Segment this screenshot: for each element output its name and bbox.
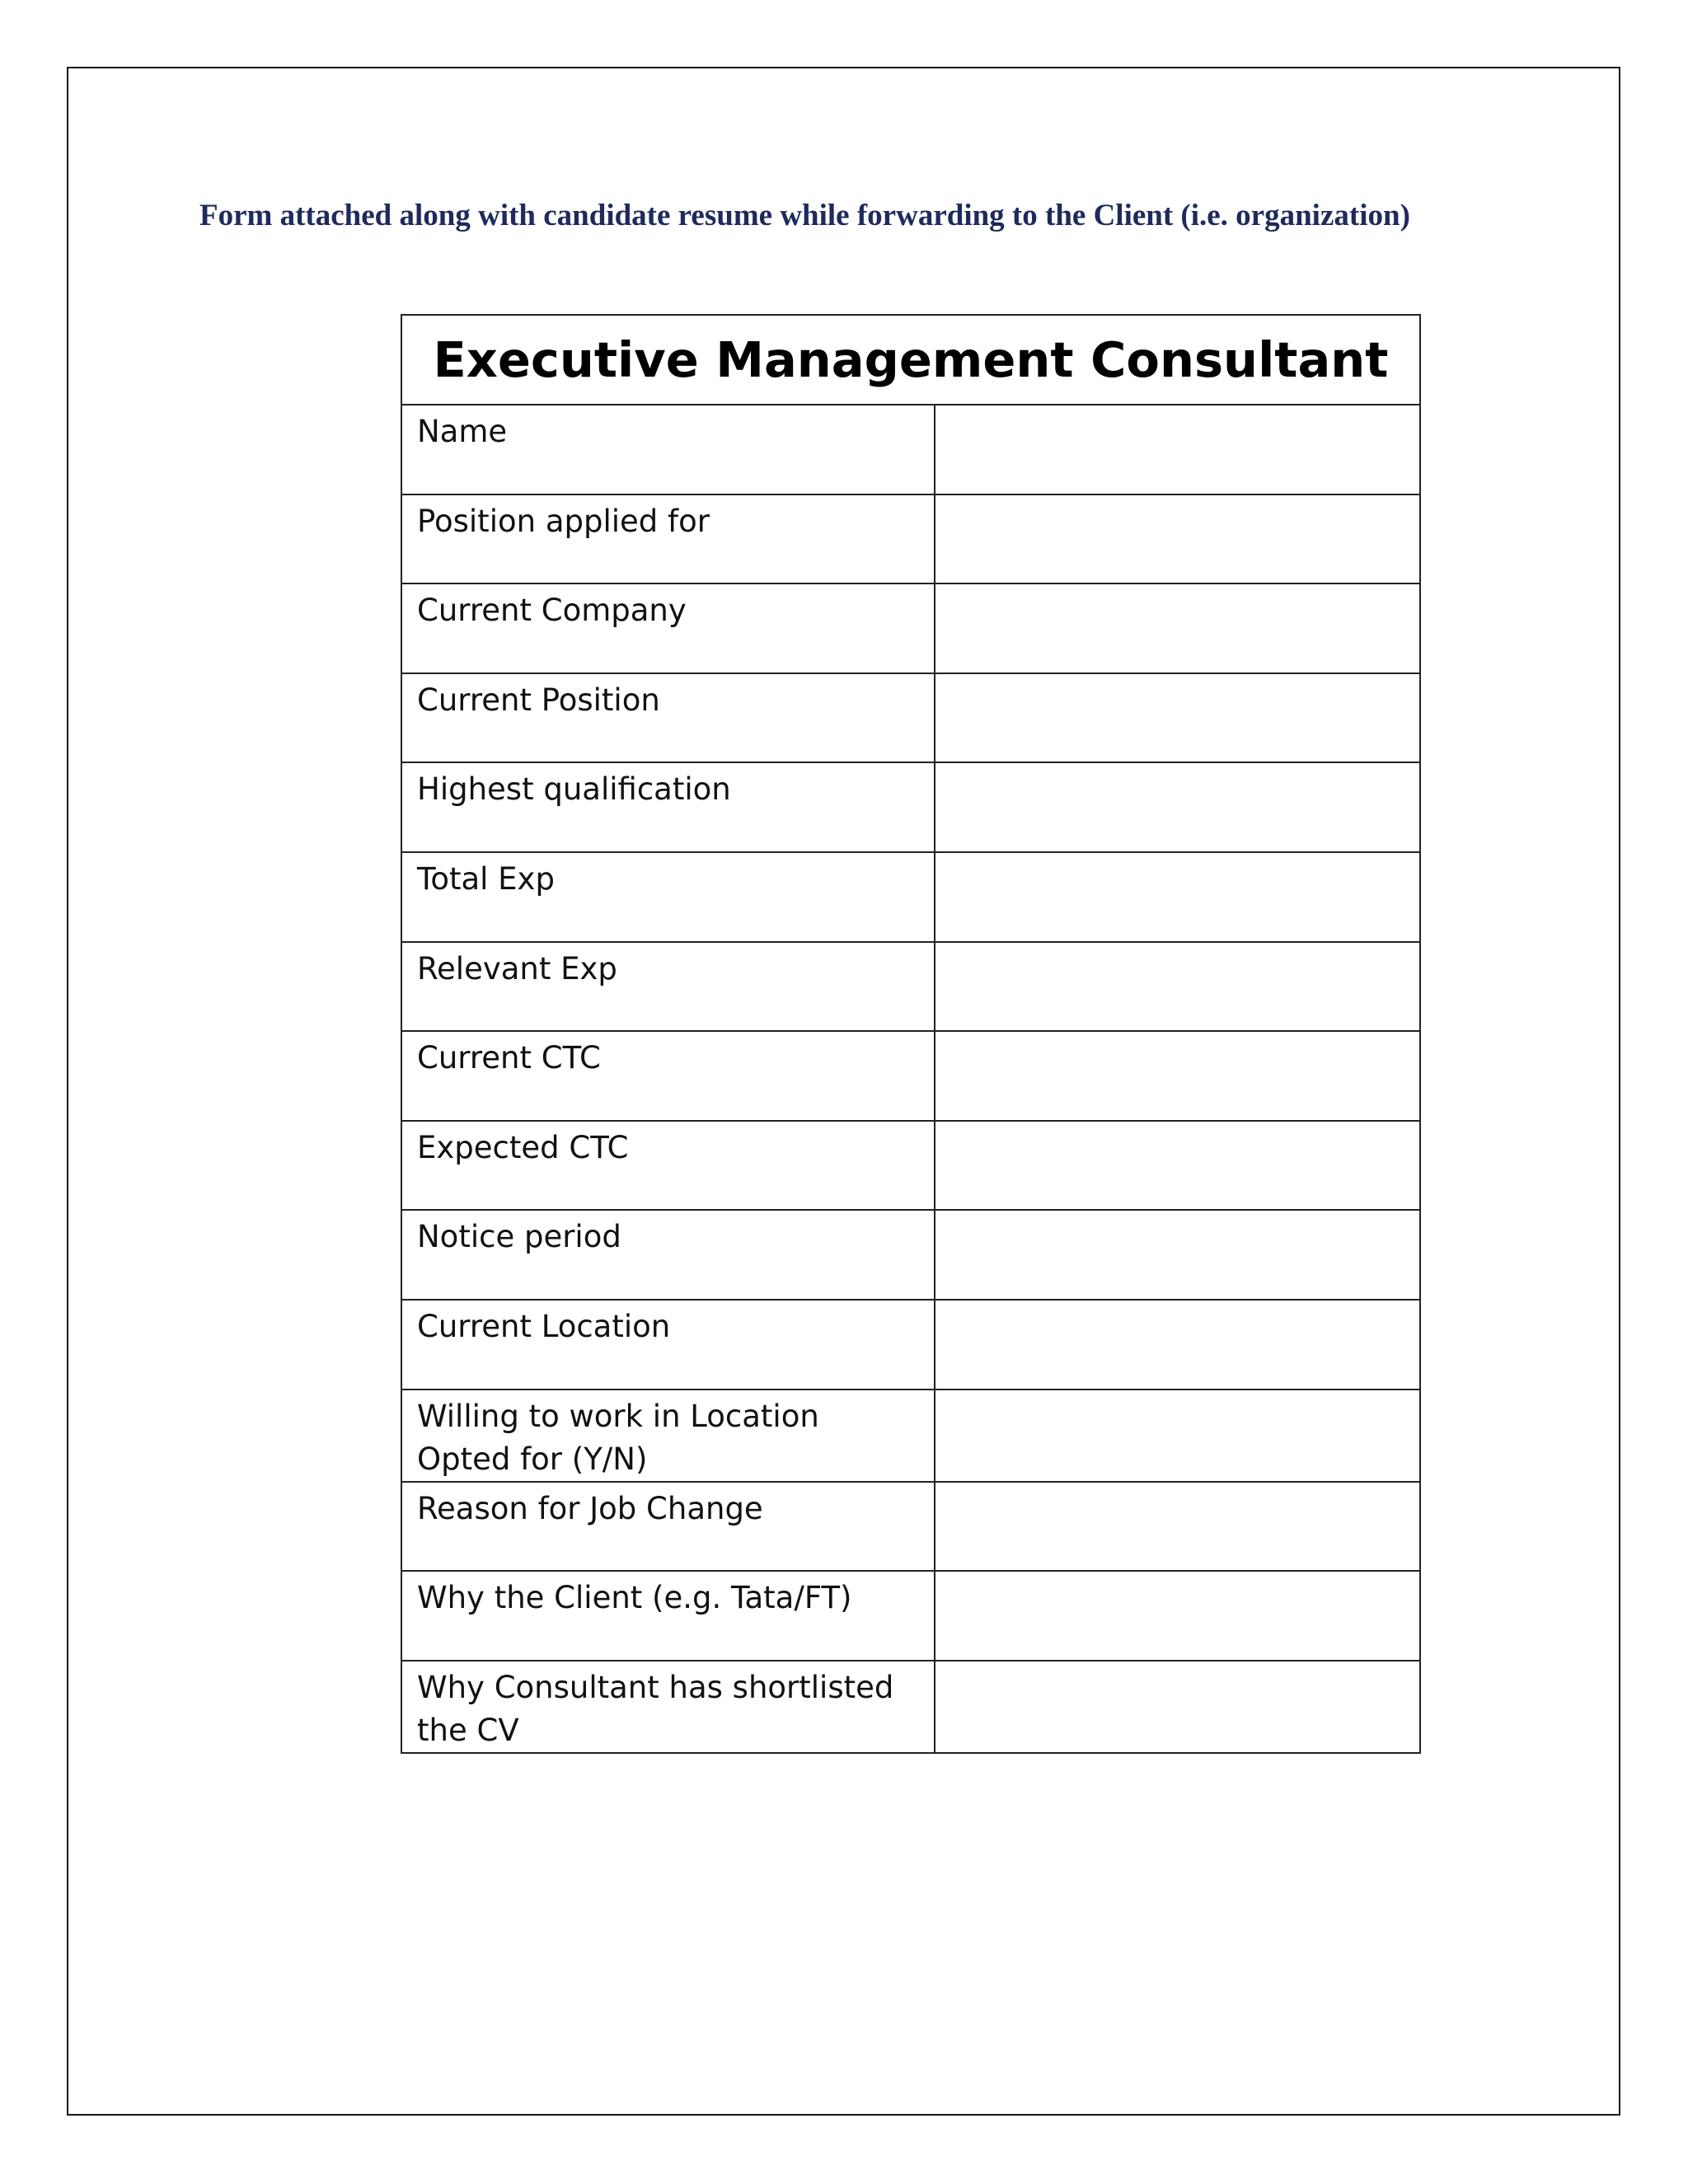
field-value-why-client[interactable] — [935, 1571, 1420, 1661]
field-value-notice-period[interactable] — [935, 1210, 1420, 1300]
table-row — [401, 1031, 1420, 1121]
candidate-form-table — [401, 314, 1421, 1754]
field-value-current-position[interactable] — [935, 673, 1420, 763]
field-label-position-applied: Position applied for — [401, 494, 935, 584]
table-row — [401, 1300, 1420, 1390]
field-value-total-exp[interactable] — [935, 852, 1420, 942]
intro-text: Form attached along with candidate resume while forwarding to the Client (i.e. organization) — [199, 199, 1410, 232]
field-value-current-company[interactable] — [935, 583, 1420, 673]
table-row — [401, 405, 1420, 494]
table-row — [401, 1661, 1420, 1753]
field-value-expected-ctc[interactable] — [935, 1121, 1420, 1211]
field-value-relevant-exp[interactable] — [935, 942, 1420, 1032]
field-label-why-client: Why the Client (e.g. Tata/FT) — [401, 1571, 935, 1661]
field-label-why-shortlisted: Why Consultant has shortlisted the CV — [401, 1661, 935, 1753]
table-row — [401, 1390, 1420, 1482]
field-label-highest-qualification: Highest qualification — [401, 762, 935, 852]
table-row — [401, 583, 1420, 673]
field-label-current-ctc: Current CTC — [401, 1031, 935, 1121]
field-label-willing-to-relocate: Willing to work in Location Opted for (Y/N) — [401, 1390, 935, 1482]
field-label-current-location: Current Location — [401, 1300, 935, 1390]
table-row — [401, 1571, 1420, 1661]
table-row — [401, 942, 1420, 1032]
field-label-total-exp: Total Exp — [401, 852, 935, 942]
field-value-highest-qualification[interactable] — [935, 762, 1420, 852]
table-row — [401, 762, 1420, 852]
field-label-relevant-exp: Relevant Exp — [401, 942, 935, 1032]
form-title: Executive Management Consultant — [401, 315, 1420, 405]
table-row — [401, 852, 1420, 942]
field-value-current-ctc[interactable] — [935, 1031, 1420, 1121]
table-row — [401, 1210, 1420, 1300]
field-label-expected-ctc: Expected CTC — [401, 1121, 935, 1211]
field-label-name: Name — [401, 405, 935, 494]
field-value-name[interactable] — [935, 405, 1420, 494]
field-label-reason-job-change: Reason for Job Change — [401, 1482, 935, 1572]
field-value-reason-job-change[interactable] — [935, 1482, 1420, 1572]
table-row — [401, 1482, 1420, 1572]
table-row — [401, 673, 1420, 763]
field-label-current-company: Current Company — [401, 583, 935, 673]
field-value-willing-to-relocate[interactable] — [935, 1390, 1420, 1482]
table-row — [401, 494, 1420, 584]
field-value-position-applied[interactable] — [935, 494, 1420, 584]
field-value-why-shortlisted[interactable] — [935, 1661, 1420, 1753]
field-label-notice-period: Notice period — [401, 1210, 935, 1300]
field-value-current-location[interactable] — [935, 1300, 1420, 1390]
field-label-current-position: Current Position — [401, 673, 935, 763]
table-row — [401, 1121, 1420, 1211]
form-title-row — [401, 315, 1420, 405]
